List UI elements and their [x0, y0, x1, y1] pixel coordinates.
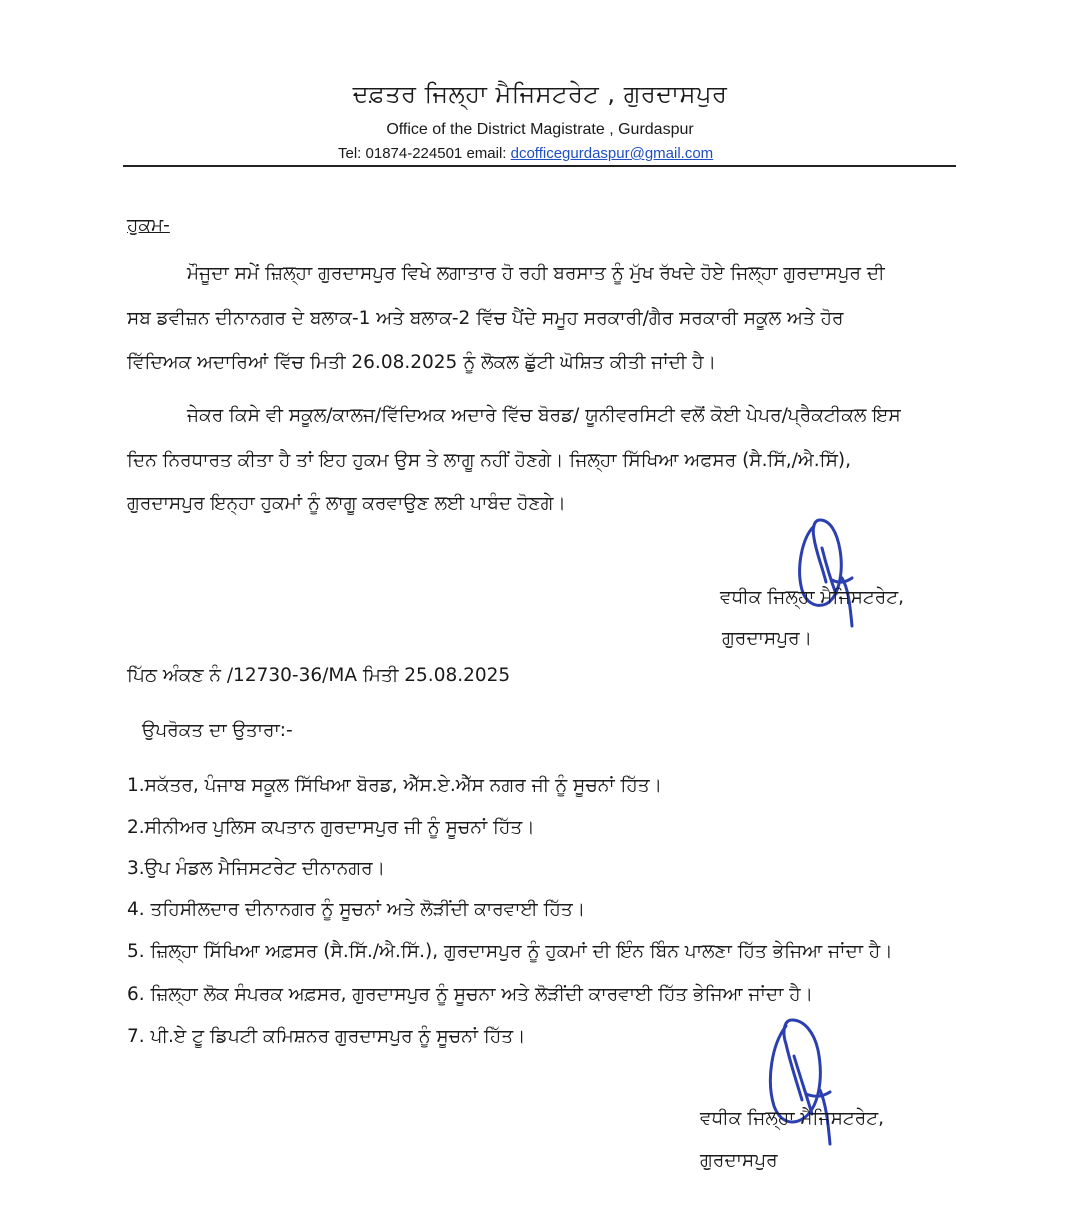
copy-item-5: 5. ਜ਼ਿਲ੍ਹਾ ਸਿੱਖਿਆ ਅਫ਼ਸਰ (ਸੈ.ਸਿੱ./ਐ.ਸਿੱ.), ਗੁਰਦਾਸਪੁਰ ਨੂੰ ਹੁਕਮਾਂ ਦੀ ਇੰਨ ਬਿੰਨ ਪਾਲਣਾ ਹਿੱਤ ਭੇਜਿਆ ਜਾਂਦਾ ਹੈ। — [127, 941, 893, 962]
copy-item-1: 1.ਸਕੱਤਰ, ਪੰਜਾਬ ਸਕੂਲ ਸਿੱਖਿਆ ਬੋਰਡ, ਐੱਸ.ਏ.ਐੱਸ ਨਗਰ ਜੀ ਨੂੰ ਸੂਚਨਾਂ ਹਿੱਤ। — [127, 775, 663, 796]
contact-phone: Tel: 01874-224501 email: — [338, 145, 511, 162]
copy-item-2: 2.ਸੀਨੀਅਰ ਪੁਲਿਸ ਕਪਤਾਨ ਗੁਰਦਾਸਪੁਰ ਜੀ ਨੂੰ ਸੂਚਨਾਂ ਹਿੱਤ। — [127, 817, 535, 838]
copy-item-4: 4. ਤਹਿਸੀਲਦਾਰ ਦੀਨਾਨਗਰ ਨੂੰ ਸੂਚਨਾਂ ਅਤੇ ਲੋੜੀਂਦੀ ਕਾਰਵਾਈ ਹਿੱਤ। — [127, 899, 586, 920]
signature-2-designation: ਵਧੀਕ ਜਿਲ੍ਹਾ ਮੈਜਿਸਟਰੇਟ, — [700, 1108, 884, 1129]
copy-heading: ਉਪਰੋਕਤ ਦਾ ਉਤਾਰਾ:- — [142, 720, 293, 741]
signature-2-place: ਗੁਰਦਾਸਪੁਰ — [700, 1150, 778, 1171]
signature-1-place: ਗੁਰਦਾਸਪੁਰ। — [722, 628, 813, 649]
para2-line1: ਜੇਕਰ ਕਿਸੇ ਵੀ ਸਕੂਲ/ਕਾਲਜ/ਵਿੱਦਿਅਕ ਅਦਾਰੇ ਵਿੱਚ ਬੋਰਡ/ ਯੂਨੀਵਰਸਿਟੀ ਵਲੋਂ ਕੋਈ ਪੇਪਰ/ਪ੍ਰੈਕਟੀਕਲ ਇਸ — [187, 405, 901, 426]
para2-line2: ਦਿਨ ਨਿਰਧਾਰਤ ਕੀਤਾ ਹੈ ਤਾਂ ਇਹ ਹੁਕਮ ਉਸ ਤੇ ਲਾਗੂ ਨਹੀਂ ਹੋਣਗੇ। ਜਿਲ੍ਹਾ ਸਿੱਖਿਆ ਅਫਸਰ (ਸੈ.ਸਿੱ,/ਐ.ਸਿੱ), — [127, 450, 851, 471]
order-heading: ਹੁਕਮ- — [127, 215, 170, 236]
copy-item-3: 3.ਉਪ ਮੰਡਲ ਮੈਜਿਸਟਰੇਟ ਦੀਨਾਨਗਰ। — [127, 858, 386, 879]
para1-line3: ਵਿੱਦਿਅਕ ਅਦਾਰਿਆਂ ਵਿੱਚ ਮਿਤੀ 26.08.2025 ਨੂੰ ਲੋਕਲ ਛੁੱਟੀ ਘੋਸ਼ਿਤ ਕੀਤੀ ਜਾਂਦੀ ਹੈ। — [127, 352, 717, 373]
contact-line — [338, 145, 713, 162]
signature-2-graphic — [760, 1010, 840, 1150]
copy-item-6: 6. ਜ਼ਿਲ੍ਹਾ ਲੋਕ ਸੰਪਰਕ ਅਫ਼ਸਰ, ਗੁਰਦਾਸਪੁਰ ਨੂੰ ਸੂਚਨਾ ਅਤੇ ਲੋੜੀਂਦੀ ਕਾਰਵਾਈ ਹਿੱਤ ਭੇਜਿਆ ਜਾਂਦਾ ਹੈ। — [127, 984, 814, 1005]
email-link[interactable]: dcofficegurdaspur@gmail.com — [510, 145, 714, 162]
para1-line2: ਸਬ ਡਵੀਜ਼ਨ ਦੀਨਾਨਗਰ ਦੇ ਬਲਾਕ-1 ਅਤੇ ਬਲਾਕ-2 ਵਿੱਚ ਪੈਂਦੇ ਸਮੂਹ ਸਰਕਾਰੀ/ਗੈਰ ਸਰਕਾਰੀ ਸਕੂਲ ਅਤੇ ਹੋਰ — [127, 308, 844, 329]
para1-line1: ਮੌਜੂਦਾ ਸਮੇਂ ਜ਼ਿਲ੍ਹਾ ਗੁਰਦਾਸਪੁਰ ਵਿਖੇ ਲਗਾਤਾਰ ਹੋ ਰਹੀ ਬਰਸਾਤ ਨੂੰ ਮੁੱਖ ਰੱਖਦੇ ਹੋਏ ਜਿਲ੍ਹਾ ਗੁਰਦਾਸਪੁਰ ਦੀ — [187, 263, 885, 284]
signature-1-designation: ਵਧੀਕ ਜਿਲ੍ਹਾ ਮੈਜਿਸਟਰੇਟ, — [720, 587, 904, 608]
para2-line3: ਗੁਰਦਾਸਪੁਰ ਇਨ੍ਹਾ ਹੁਕਮਾਂ ਨੂੰ ਲਾਗੂ ਕਰਵਾਉਣ ਲਈ ਪਾਬੰਦ ਹੋਣਗੇ। — [127, 493, 566, 514]
header-divider — [123, 165, 956, 167]
office-title: ਦਫ਼ਤਰ ਜਿਲ੍ਹਾ ਮੈਜਿਸਟਰੇਟ , ਗੁਰਦਾਸਪੁਰ — [352, 80, 728, 108]
copy-item-7: 7. ਪੀ.ਏ ਟੂ ਡਿਪਟੀ ਕਮਿਸ਼ਨਰ ਗੁਰਦਾਸਪੁਰ ਨੂੰ ਸੂਚਨਾਂ ਹਿੱਤ। — [127, 1026, 526, 1047]
endorsement-number: ਪਿੱਠ ਅੰਕਣ ਨੰ /12730-36/MA ਮਿਤੀ 25.08.2025 — [127, 665, 511, 686]
office-subtitle: Office of the District Magistrate , Gurdaspur — [386, 121, 694, 138]
signature-1-graphic — [792, 508, 862, 638]
